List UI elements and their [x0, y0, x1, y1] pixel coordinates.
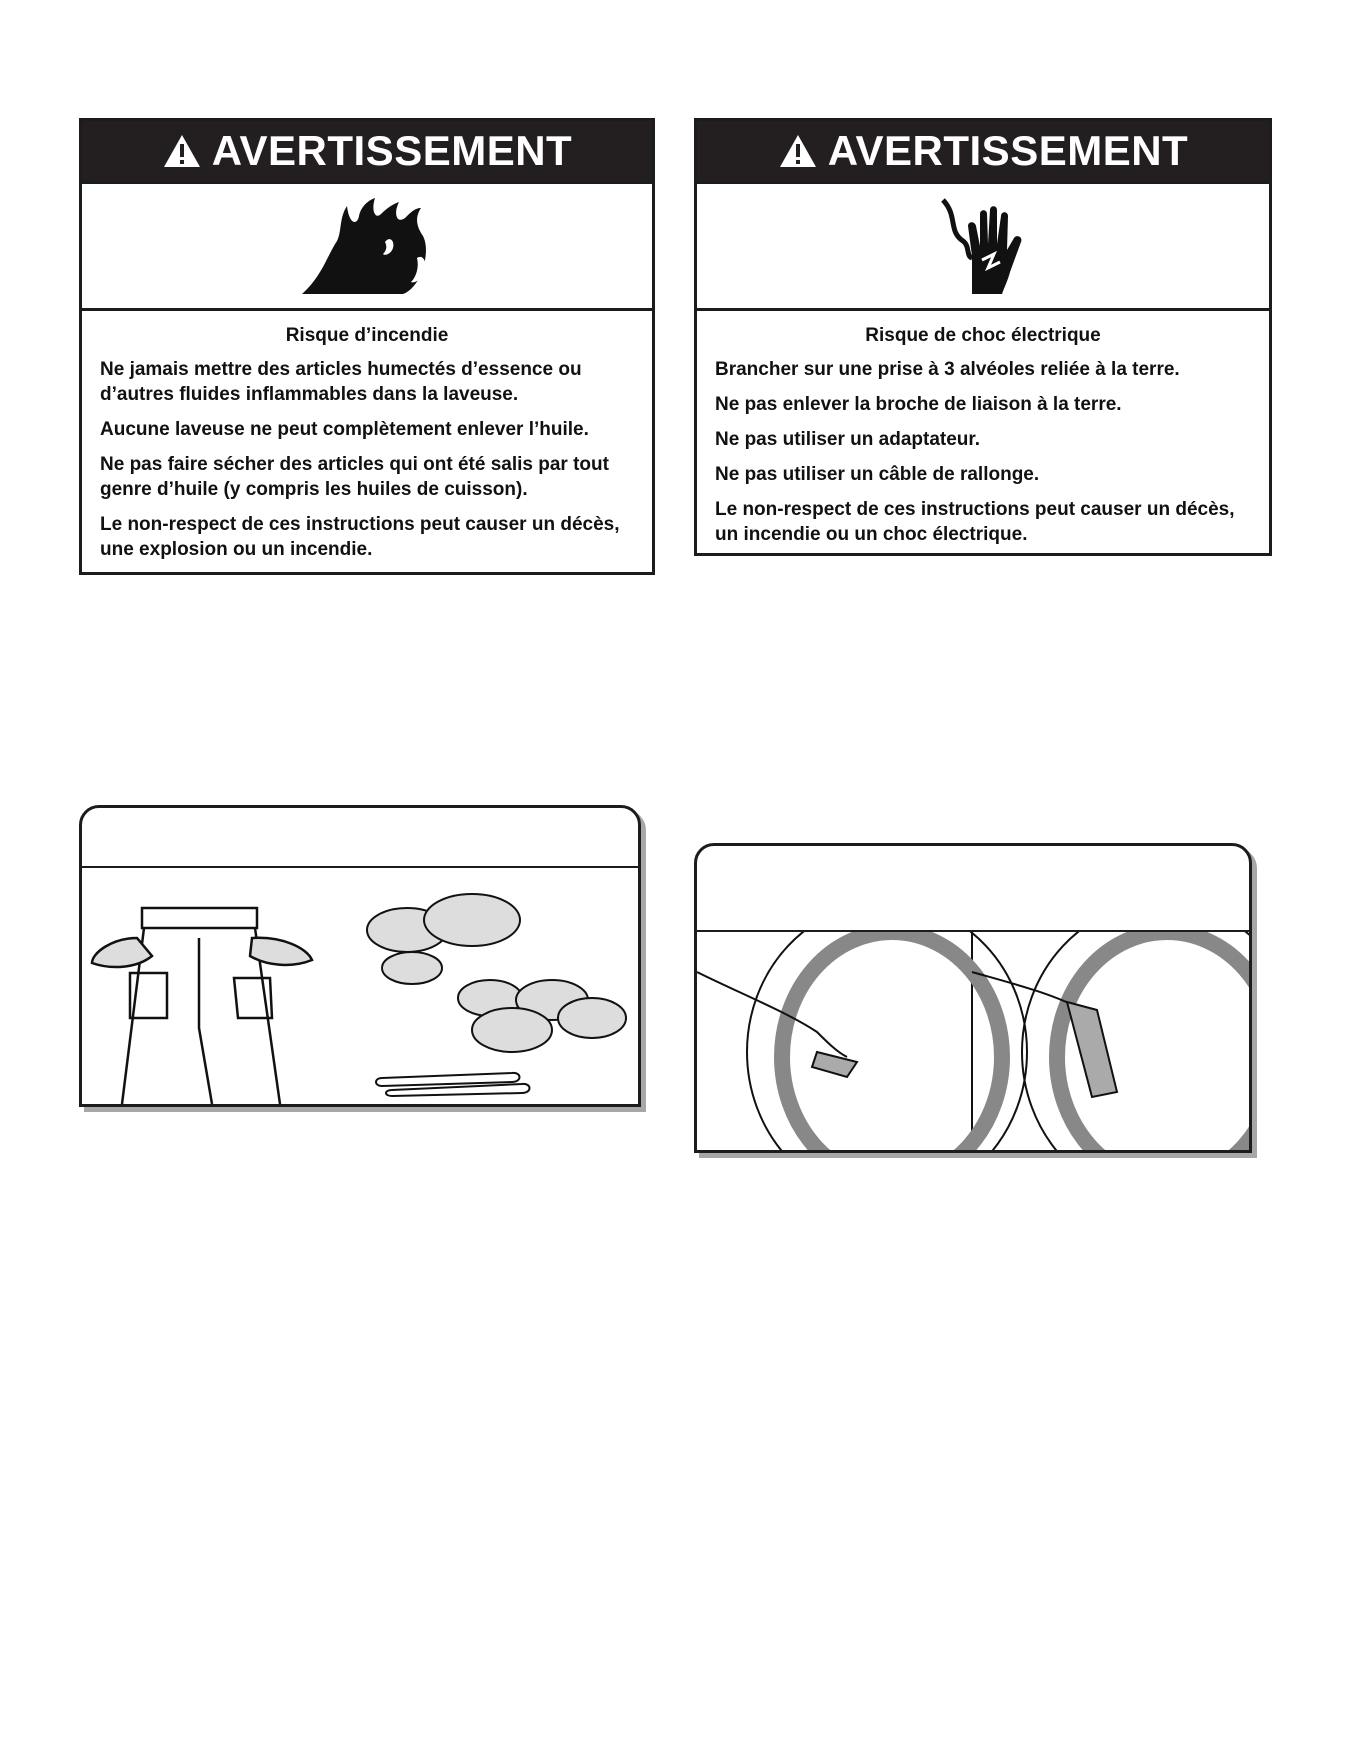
warning-shock-line-1: Brancher sur une prise à 3 alvéoles reliée à la terre.: [715, 359, 1180, 380]
safety-pins-icon: [376, 1073, 530, 1096]
illustration-header: [697, 846, 1249, 932]
door-seal-cleaning-illustration: [694, 843, 1252, 1153]
warning-fire-line-4: Le non-respect de ces instructions peut causer un décès, une explosion ou un incendie.: [100, 514, 620, 560]
warning-shock-header: [697, 121, 1269, 184]
shock-icon-area: [697, 184, 1269, 311]
fire-icon-area: [82, 184, 652, 311]
fire-icon: [297, 196, 437, 296]
coins-icon: [367, 894, 520, 984]
warning-shock-line-4: Ne pas utiliser un câble de rallonge.: [715, 464, 1040, 485]
pants-icon: [92, 908, 312, 1104]
warning-fire-line-3: Ne pas faire sécher des articles qui ont été salis par tout genre d’huile (y compris les huiles de cuisson).: [100, 454, 609, 500]
warning-shock-box: [694, 118, 1272, 556]
illustration-header: [82, 808, 638, 868]
warning-shock-header-label: AVERTISSEMENT: [827, 127, 1189, 174]
warning-fire-title: Risque d’incendie: [285, 325, 449, 346]
warning-shock-line-2: Ne pas enlever la broche de liaison à la terre.: [715, 394, 1122, 415]
warning-fire-header-label: AVERTISSEMENT: [211, 127, 573, 174]
warning-fire-header: [82, 121, 652, 184]
electric-shock-hand-icon: [938, 196, 1028, 296]
illustration-body: [82, 868, 638, 1104]
warning-shock-title: Risque de choc électrique: [865, 325, 1101, 346]
empty-pockets-illustration: [79, 805, 641, 1107]
warning-triangle-icon: [778, 133, 818, 169]
warning-fire-line-2: Aucune laveuse ne peut complètement enlever l’huile.: [100, 419, 589, 440]
buttons-icon: [458, 980, 626, 1052]
warning-fire-box: [79, 118, 655, 575]
warning-fire-line-1: Ne jamais mettre des articles humectés d’essence ou d’autres fluides inflammables dans la laveuse.: [100, 359, 582, 405]
warning-shock-line-5: Le non-respect de ces instructions peut causer un décès, un incendie ou un choc électrique.: [715, 499, 1235, 545]
washer-door-seal-icon: [747, 932, 1249, 1150]
warning-shock-line-3: Ne pas utiliser un adaptateur.: [715, 429, 981, 450]
illustration-body: [697, 932, 1249, 1150]
warning-triangle-icon: [162, 133, 202, 169]
